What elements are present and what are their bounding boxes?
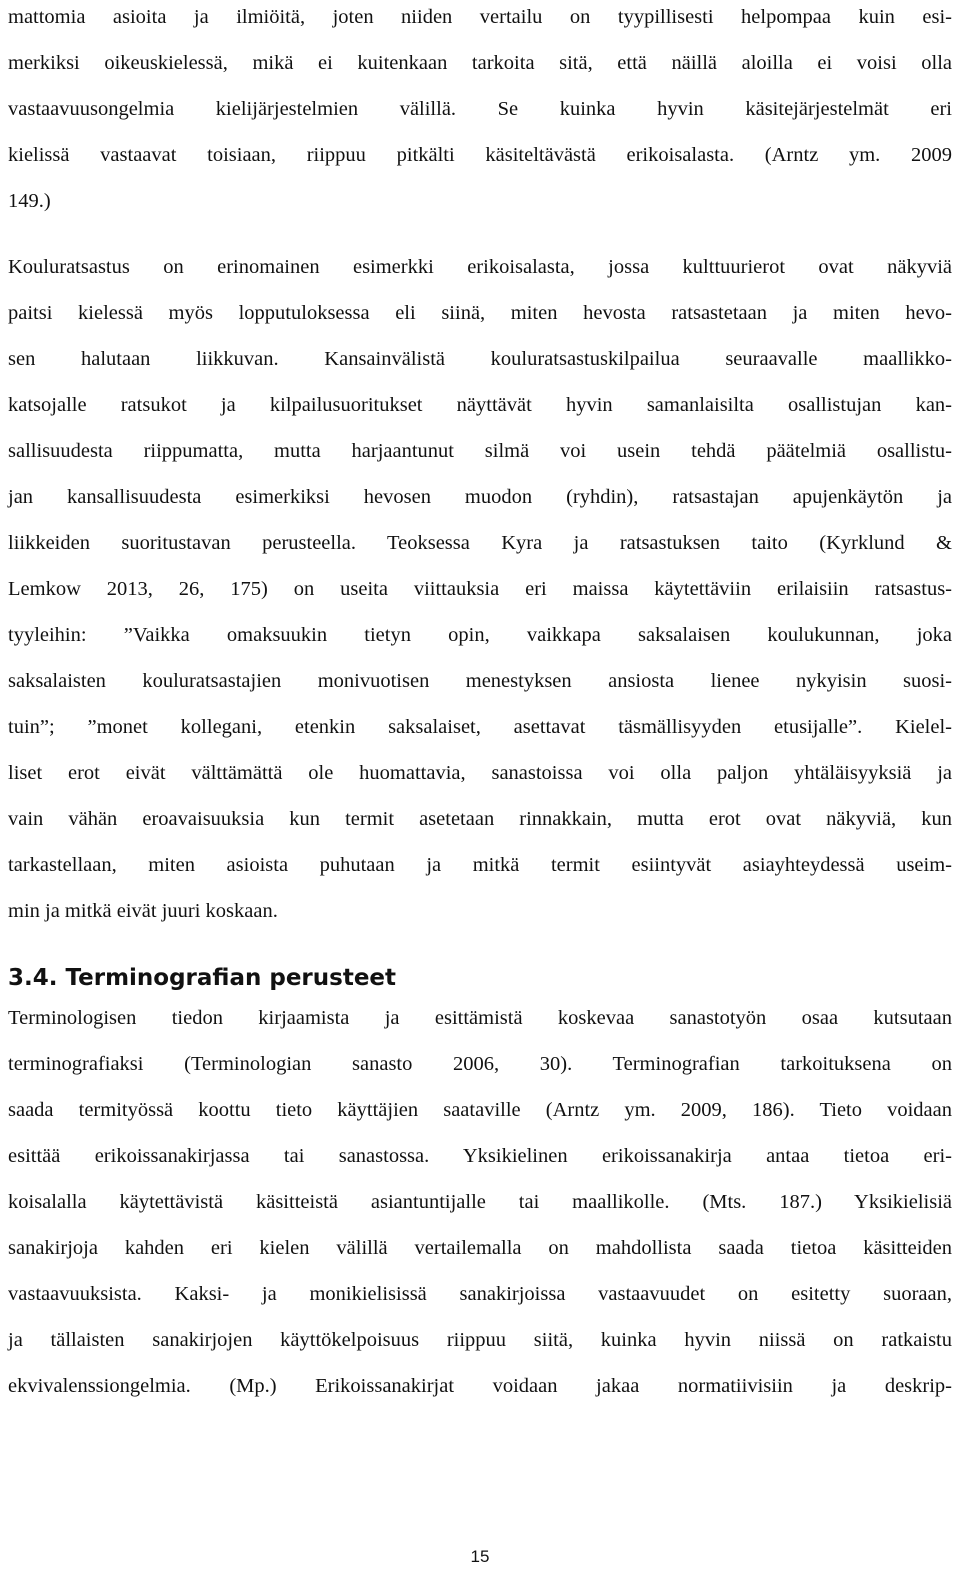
paragraph-2-line: tuin”; ”monet kollegani, etenkin saksalaiset, asettavat täsmällisyyden etusijalle”. Kielel-	[8, 716, 952, 738]
section-paragraph-line: ekvivalenssiongelmia. (Mp.) Erikoissanakirjat voidaan jakaa normatiivisiin ja deskrip-	[8, 1375, 952, 1397]
section-heading: 3.4. Terminografian perusteet	[8, 965, 397, 991]
paragraph-1-line: kielissä vastaavat toisiaan, riippuu pitkälti käsiteltävästä erikoisalasta. (Arntz ym. 2009	[8, 144, 952, 166]
paragraph-2-line: sen halutaan liikkuvan. Kansainvälistä kouluratsastuskilpailua seuraavalle maallikko-	[8, 348, 952, 370]
section-paragraph-line: saada termityössä koottu tieto käyttäjien saataville (Arntz ym. 2009, 186). Tieto voidaan	[8, 1099, 952, 1121]
section-paragraph-line: terminografiaksi (Terminologian sanasto 2006, 30). Terminografian tarkoituksena on	[8, 1053, 952, 1075]
section-paragraph-line: koisalalla käytettävistä käsitteistä asiantuntijalle tai maallikolle. (Mts. 187.) Yksikielisiä	[8, 1191, 952, 1213]
page-number: 15	[470, 1547, 490, 1566]
paragraph-2-line: min ja mitkä eivät juuri koskaan.	[8, 900, 278, 922]
section-paragraph-line: sanakirjoja kahden eri kielen välillä vertailemalla on mahdollista saada tietoa käsitteiden	[8, 1237, 952, 1259]
paragraph-2-line: saksalaisten kouluratsastajien monivuotisen menestyksen ansiosta lienee nykyisin suosi-	[8, 670, 952, 692]
paragraph-2-line: jan kansallisuudesta esimerkiksi hevosen muodon (ryhdin), ratsastajan apujenkäytön ja	[8, 486, 952, 508]
section-paragraph-line: vastaavuuksista. Kaksi- ja monikielisissä sanakirjoissa vastaavuudet on esitetty suoraan,	[8, 1283, 952, 1305]
paragraph-2-line: katsojalle ratsukot ja kilpailusuoritukset näyttävät hyvin samanlaisilta osallistujan kan-	[8, 394, 952, 416]
section-paragraph-line: esittää erikoissanakirjassa tai sanastossa. Yksikielinen erikoissanakirja antaa tietoa eri-	[8, 1145, 952, 1167]
paragraph-2-line: paitsi kielessä myös lopputuloksessa eli siinä, miten hevosta ratsastetaan ja miten hevo-	[8, 302, 952, 324]
section-paragraph-line: ja tällaisten sanakirjojen käyttökelpoisuus riippuu siitä, kuinka hyvin niissä on ratkaistu	[8, 1329, 952, 1351]
paragraph-2-line: vain vähän eroavaisuuksia kun termit asetetaan rinnakkain, mutta erot ovat näkyviä, kun	[8, 808, 952, 830]
paragraph-1-line: vastaavuusongelmia kielijärjestelmien välillä. Se kuinka hyvin käsitejärjestelmät eri	[8, 98, 952, 120]
paragraph-2-line: tyyleihin: ”Vaikka omaksuukin tietyn opin, vaikkapa saksalaisen koulukunnan, joka	[8, 624, 952, 646]
paragraph-2-line: tarkastellaan, miten asioista puhutaan ja mitkä termit esiintyvät asiayhteydessä useim-	[8, 854, 952, 876]
paragraph-1-line: 149.)	[8, 190, 51, 212]
paragraph-2-line: sallisuudesta riippumatta, mutta harjaantunut silmä voi usein tehdä päätelmiä osallistu-	[8, 440, 952, 462]
section-paragraph-line: Terminologisen tiedon kirjaamista ja esittämistä koskevaa sanastotyön osaa kutsutaan	[8, 1007, 952, 1029]
paragraph-2-line: Lemkow 2013, 26, 175) on useita viittauksia eri maissa käytettäviin erilaisiin ratsastus-	[8, 578, 952, 600]
paragraph-1-line: merkiksi oikeuskielessä, mikä ei kuitenkaan tarkoita sitä, että näillä aloilla ei voisi olla	[8, 52, 952, 74]
paragraph-2-line: liikkeiden suoritustavan perusteella. Teoksessa Kyra ja ratsastuksen taito (Kyrklund &	[8, 532, 952, 554]
paragraph-1-line: mattomia asioita ja ilmiöitä, joten niiden vertailu on tyypillisesti helpompaa kuin esi-	[8, 6, 952, 28]
paragraph-2-line: Kouluratsastus on erinomainen esimerkki erikoisalasta, jossa kulttuurierot ovat näkyviä	[8, 256, 952, 278]
paragraph-2-line: liset erot eivät välttämättä ole huomattavia, sanastoissa voi olla paljon yhtäläisyyksiä ja	[8, 762, 952, 784]
